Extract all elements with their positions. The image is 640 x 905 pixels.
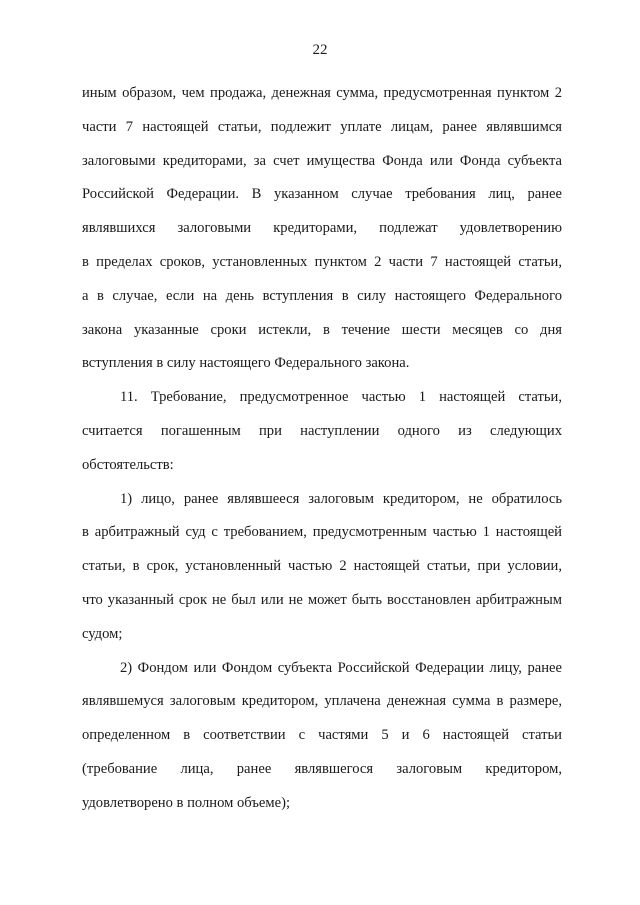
page-number: 22 xyxy=(312,42,328,58)
text-line: в пределах сроков, установленных пунктом 2 части 7 настоящей статьи, xyxy=(82,253,562,270)
text-line: обстоятельств: xyxy=(82,456,174,473)
text-line: залоговыми кредиторами, за счет имущества Фонда или Фонда субъекта xyxy=(82,152,562,169)
text-line: (требование лица, ранее являвшегося залоговым кредитором, xyxy=(82,760,562,777)
text-line: в арбитражный суд с требованием, предусмотренным частью 1 настоящей xyxy=(82,524,562,541)
text-line: вступления в силу настоящего Федерального закона. xyxy=(82,355,410,372)
text-line: считается погашенным при наступлении одного из следующих xyxy=(82,422,562,439)
text-line: что указанный срок не был или не может быть восстановлен арбитражным xyxy=(82,591,562,608)
text-line: являвшемуся залоговым кредитором, уплачена денежная сумма в размере, xyxy=(82,693,562,710)
text-line: Российской Федерации. В указанном случае требования лиц, ранее xyxy=(82,186,562,203)
paragraph-item-11 xyxy=(82,381,562,482)
text-line: являвшихся залоговыми кредиторами, подлежат удовлетворению xyxy=(82,220,562,237)
text-line: части 7 настоящей статьи, подлежит уплате лицам, ранее являвшимся xyxy=(82,118,562,135)
text-line: судом; xyxy=(82,625,123,642)
paragraph-subitem-2 xyxy=(82,652,562,821)
paragraph-continuation xyxy=(82,77,562,381)
text-line: 1) лицо, ранее являвшееся залоговым кредитором, не обратилось xyxy=(120,490,562,507)
text-line: иным образом, чем продажа, денежная сумма, предусмотренная пунктом 2 xyxy=(82,85,562,101)
paragraph-subitem-1 xyxy=(82,483,562,652)
document-body xyxy=(82,77,562,821)
text-line: удовлетворено в полном объеме); xyxy=(82,794,291,811)
text-line: закона указанные сроки истекли, в течение шести месяцев со дня xyxy=(82,321,562,338)
text-line: определенном в соответствии с частями 5 и 6 настоящей статьи xyxy=(82,727,562,744)
text-line: 11. Требование, предусмотренное частью 1 настоящей статьи, xyxy=(120,389,562,406)
text-line: а в случае, если на день вступления в силу настоящего Федерального xyxy=(82,287,562,304)
text-line: 2) Фондом или Фондом субъекта Российской Федерации лицу, ранее xyxy=(120,659,562,676)
text-line: статьи, в срок, установленный частью 2 настоящей статьи, при условии, xyxy=(82,558,562,575)
